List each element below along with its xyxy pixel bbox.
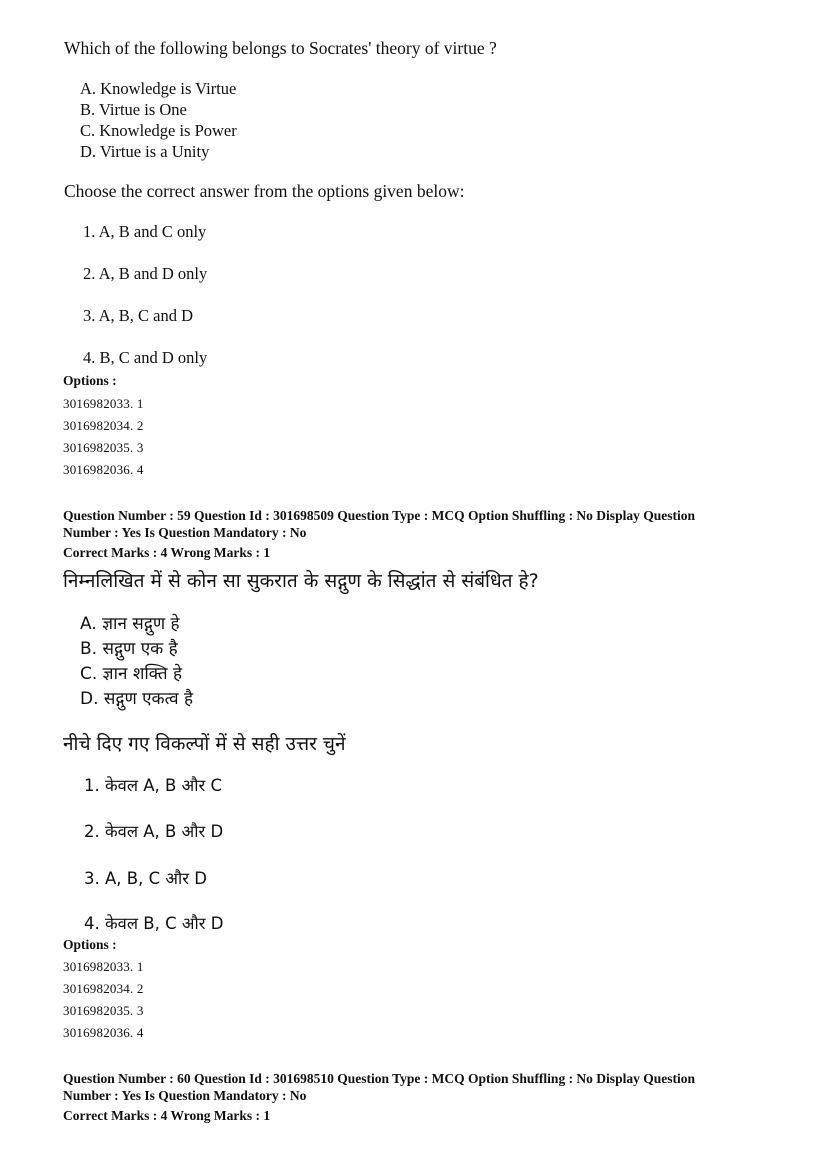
statement-d: D. Virtue is a Unity <box>80 142 210 161</box>
hindi-choice-3: 3. A, B, C और D <box>84 869 207 888</box>
hindi-statement-b: B. सद्गुण एक है <box>80 639 178 659</box>
hindi-choice-4: 4. केवल B, C और D <box>84 914 224 933</box>
choice-4: 4. B, C and D only <box>83 348 208 367</box>
question-marks: Correct Marks : 4 Wrong Marks : 1 <box>63 545 271 560</box>
choice-2: 2. A, B and D only <box>83 264 208 283</box>
statement-b: B. Virtue is One <box>80 100 187 119</box>
question-60-marks: Correct Marks : 4 Wrong Marks : 1 <box>63 1108 271 1123</box>
options-label: Options : <box>63 373 117 388</box>
statement-a: A. Knowledge is Virtue <box>80 79 237 98</box>
option-id-2-2: 3016982034. 2 <box>63 981 144 996</box>
option-id-2: 3016982034. 2 <box>63 418 144 433</box>
option-id-2-4: 3016982036. 4 <box>63 1025 144 1040</box>
question-60-header-line2: Number : Yes Is Question Mandatory : No <box>63 1088 307 1103</box>
hindi-statement-d: D. सद्गुण एकत्व है <box>80 689 193 709</box>
option-id-4: 3016982036. 4 <box>63 462 144 477</box>
hindi-instruction-text: नीचे दिए गए विकल्पों में से सही उत्तर चुनें <box>63 733 346 755</box>
option-id-2-3: 3016982035. 3 <box>63 1003 144 1018</box>
hindi-choice-1: 1. केवल A, B और C <box>84 776 223 795</box>
choice-1: 1. A, B and C only <box>83 222 207 241</box>
question-text: Which of the following belongs to Socrates' theory of virtue ? <box>64 38 497 58</box>
question-60-header-line1: Question Number : 60 Question Id : 301698510 Question Type : MCQ Option Shuffling : No Display Question <box>63 1071 695 1086</box>
instruction-text: Choose the correct answer from the options given below: <box>64 181 465 201</box>
options-label-2: Options : <box>63 937 117 952</box>
option-id-2-1: 3016982033. 1 <box>63 959 144 974</box>
question-header-line2: Number : Yes Is Question Mandatory : No <box>63 525 307 540</box>
hindi-choice-2: 2. केवल A, B और D <box>84 822 224 841</box>
hindi-question-text: निम्नलिखित में से कोन सा सुकरात के सद्गुण के सिद्धांत से संबंधित हे? <box>63 570 539 592</box>
statement-c: C. Knowledge is Power <box>80 121 237 140</box>
choice-3: 3. A, B, C and D <box>83 306 194 325</box>
question-header-line1: Question Number : 59 Question Id : 301698509 Question Type : MCQ Option Shuffling : No Display Question <box>63 508 695 523</box>
option-id-3: 3016982035. 3 <box>63 440 144 455</box>
option-id-1: 3016982033. 1 <box>63 396 144 411</box>
hindi-statement-a: A. ज्ञान सद्गुण हे <box>80 614 180 634</box>
hindi-statement-c: C. ज्ञान शक्ति हे <box>80 664 183 684</box>
